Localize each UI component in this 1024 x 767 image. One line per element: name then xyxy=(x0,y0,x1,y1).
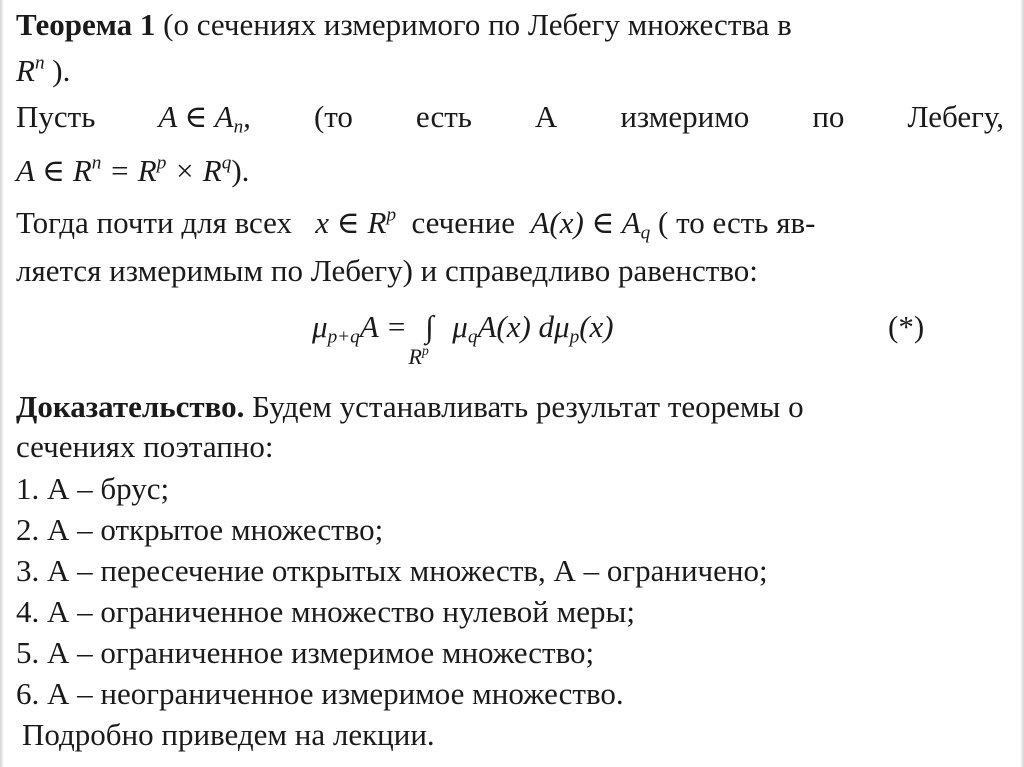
integral-domain-r: R xyxy=(408,344,422,369)
integral-domain xyxy=(408,343,429,369)
premise-word-6: Лебегу, xyxy=(907,99,1004,134)
conclusion-x-in: x ∈ R xyxy=(315,205,387,240)
premise-line1 xyxy=(16,98,1004,136)
conclusion-line1 xyxy=(16,204,815,242)
proof-step-3: 3. А – пересечение открытых множеств, А – ограничено; xyxy=(16,553,768,588)
proof-closing: Подробно приведем на лекции. xyxy=(22,717,435,752)
proof-step-6: 6. А – неограниченное измеримое множество. xyxy=(16,676,624,711)
premise-condition xyxy=(158,98,251,136)
formula-rhs-mid: A(x) d xyxy=(477,309,555,344)
formula-sub-q: q xyxy=(467,326,478,348)
formula-sub-p: p xyxy=(569,326,580,348)
formula-lhs-a: A = xyxy=(359,309,407,344)
conclusion-section: A(x) ∈ A xyxy=(530,205,641,240)
premise-sup-q: q xyxy=(221,152,232,174)
formula-tag: (*) xyxy=(888,309,925,344)
formula-mu-lhs: μ xyxy=(312,309,328,344)
formula-lhs-sub: p+q xyxy=(327,326,360,348)
conclusion-sup-p: p xyxy=(386,204,397,226)
conclusion-text3: ( то есть яв- xyxy=(658,205,816,240)
theorem-title-end: ). xyxy=(44,53,71,88)
theorem-title-sup: n xyxy=(34,52,45,74)
premise-formula-end: ). xyxy=(231,153,250,188)
slide-left-edge xyxy=(0,0,4,767)
premise-formula-part1: A ∈ R xyxy=(16,153,92,188)
proof-intro: Будем устанавливать результат теоремы о xyxy=(244,389,804,424)
theorem-heading: Теорема 1 xyxy=(16,7,156,42)
theorem-title-line2 xyxy=(16,52,70,90)
premise-word-1: (то xyxy=(313,99,353,134)
integral-sign: ∫ xyxy=(425,309,434,344)
conclusion-line2: ляется измеримым по Лебегу) и справедливо равенство: xyxy=(16,253,758,288)
conclusion-section-sub: q xyxy=(640,222,651,244)
slide-right-edge xyxy=(1020,0,1024,767)
theorem-title-line1 xyxy=(16,6,792,44)
premise-let: Пусть xyxy=(16,99,96,134)
premise-word-4: измеримо xyxy=(620,99,750,134)
premise-sup-n: n xyxy=(91,152,102,174)
theorem-title-symbol: R xyxy=(16,53,35,88)
conclusion-text1: Тогда почти для всех xyxy=(16,205,293,240)
formula-rhs-end: (x) xyxy=(579,309,614,344)
premise-sup-p: p xyxy=(156,152,167,174)
proof-step-2: 2. А – открытое множество; xyxy=(16,512,384,547)
formula-mu-p: μ xyxy=(554,309,570,344)
proof-step-1: 1. А – брус; xyxy=(16,471,170,506)
premise-condition-sub: n xyxy=(233,116,244,138)
premise-word-5: по xyxy=(812,99,845,134)
proof-intro-line2: сечениях поэтапно: xyxy=(16,429,274,464)
theorem-title-text: (о сечениях измеримого по Лебегу множества в xyxy=(155,7,792,42)
proof-step-5: 5. А – ограниченное измеримое множество; xyxy=(16,635,595,670)
formula-integral xyxy=(408,308,445,369)
premise-word-2: есть xyxy=(415,99,472,134)
proof-line1 xyxy=(16,388,804,426)
premise-line2 xyxy=(16,152,249,190)
proof-heading: Доказательство. xyxy=(16,389,245,424)
premise-condition-formula: A ∈ A xyxy=(158,99,234,134)
conclusion-text2: сечение xyxy=(411,205,515,240)
formula-mu-q: μ xyxy=(452,309,468,344)
premise-formula-part3: × R xyxy=(166,153,222,188)
integral-domain-sup: p xyxy=(421,343,429,359)
premise-formula-part2: = R xyxy=(101,153,157,188)
premise-condition-comma: , xyxy=(243,99,251,134)
premise-word-3: А xyxy=(534,99,558,134)
display-formula xyxy=(312,308,614,369)
proof-step-4: 4. А – ограниченное множество нулевой меры; xyxy=(16,594,635,629)
